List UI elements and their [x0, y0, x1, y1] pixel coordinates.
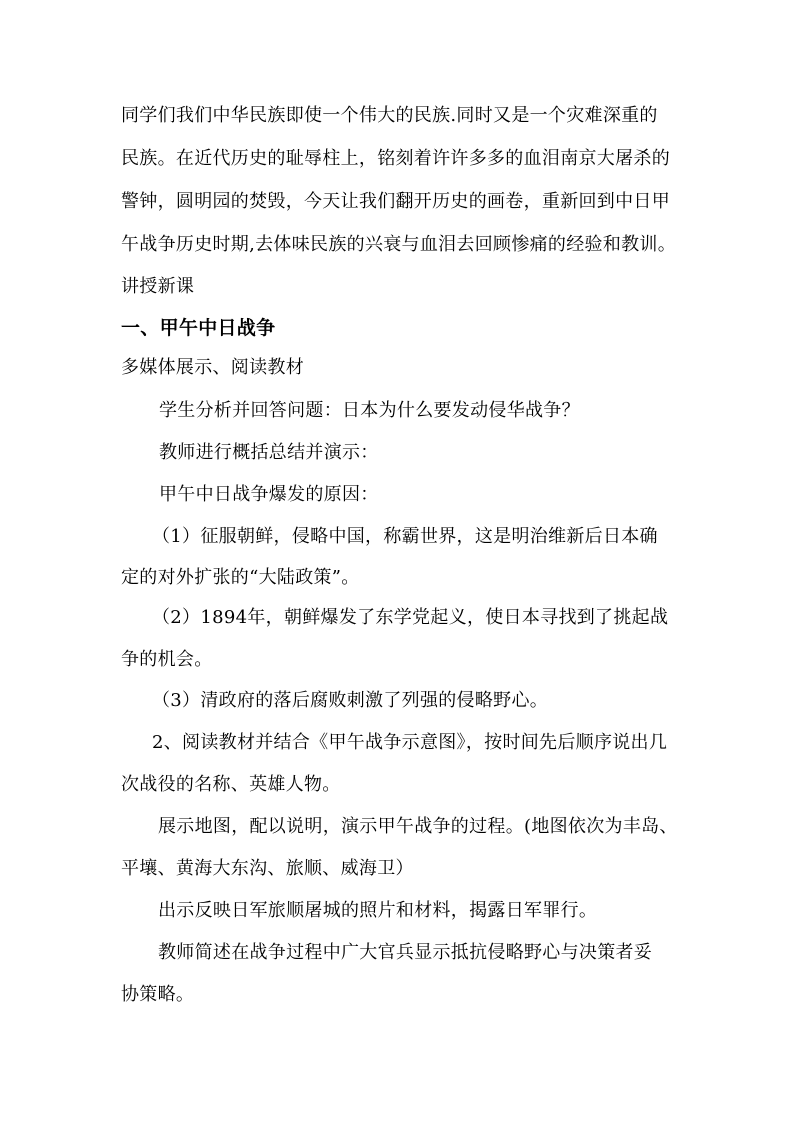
- section-heading: 一、甲午中日战争: [121, 317, 276, 339]
- map-line-2: 平壤、黄海大东沟、旅顺、威海卫）: [121, 858, 414, 879]
- teacher-summary: 教师进行概括总结并演示：: [159, 442, 379, 463]
- task-2-line-2: 次战役的名称、英雄人物。: [121, 774, 341, 795]
- question-paragraph: 学生分析并回答问题：日本为什么要发动侵华战争？: [159, 400, 580, 421]
- brief-line-1: 教师简述在战争过程中广大官兵显示抵抗侵略野心与决策者妥: [158, 942, 653, 963]
- cause-2-line-1: （2）1894年，朝鲜爆发了东学党起义，使日本寻找到了挑起战: [152, 607, 669, 628]
- intro-line-4: 午战争历史时期,去体味民族的兴衰与血泪去回顾惨痛的经验和教训。: [121, 234, 677, 255]
- cause-3: （3）清政府的落后腐败刺激了列强的侵略野心。: [152, 690, 549, 711]
- map-line-1: 展示地图，配以说明，演示甲午战争的过程。(地图依次为丰岛、: [158, 816, 678, 837]
- intro-line-2: 民族。在近代历史的耻辱柱上，铭刻着许许多多的血泪南京大屠杀的: [121, 148, 670, 169]
- cause-1-line-2: 定的对外扩张的“大陆政策”。: [121, 567, 360, 588]
- cause-1-line-1: （1）征服朝鲜，侵略中国，称霸世界，这是明治维新后日本确: [152, 526, 658, 547]
- cause-2-line-2: 争的机会。: [121, 649, 213, 670]
- photos-paragraph: 出示反映日军旅顺屠城的照片和材料，揭露日军罪行。: [158, 900, 598, 921]
- task-2-line-1: 2、阅读教材并结合《甲午战争示意图》，按时间先后顺序说出几: [152, 732, 668, 753]
- intro-line-1: 同学们我们中华民族即使一个伟大的民族.同时又是一个灾难深重的: [121, 105, 658, 126]
- causes-title: 甲午中日战争爆发的原因：: [159, 484, 379, 505]
- brief-line-2: 协策略。: [121, 984, 195, 1005]
- media-label: 多媒体展示、阅读教材: [121, 357, 304, 378]
- section-label: 讲授新课: [121, 276, 195, 297]
- intro-line-3: 警钟，圆明园的焚毁，今天让我们翻开历史的画卷，重新回到中日甲: [121, 191, 670, 212]
